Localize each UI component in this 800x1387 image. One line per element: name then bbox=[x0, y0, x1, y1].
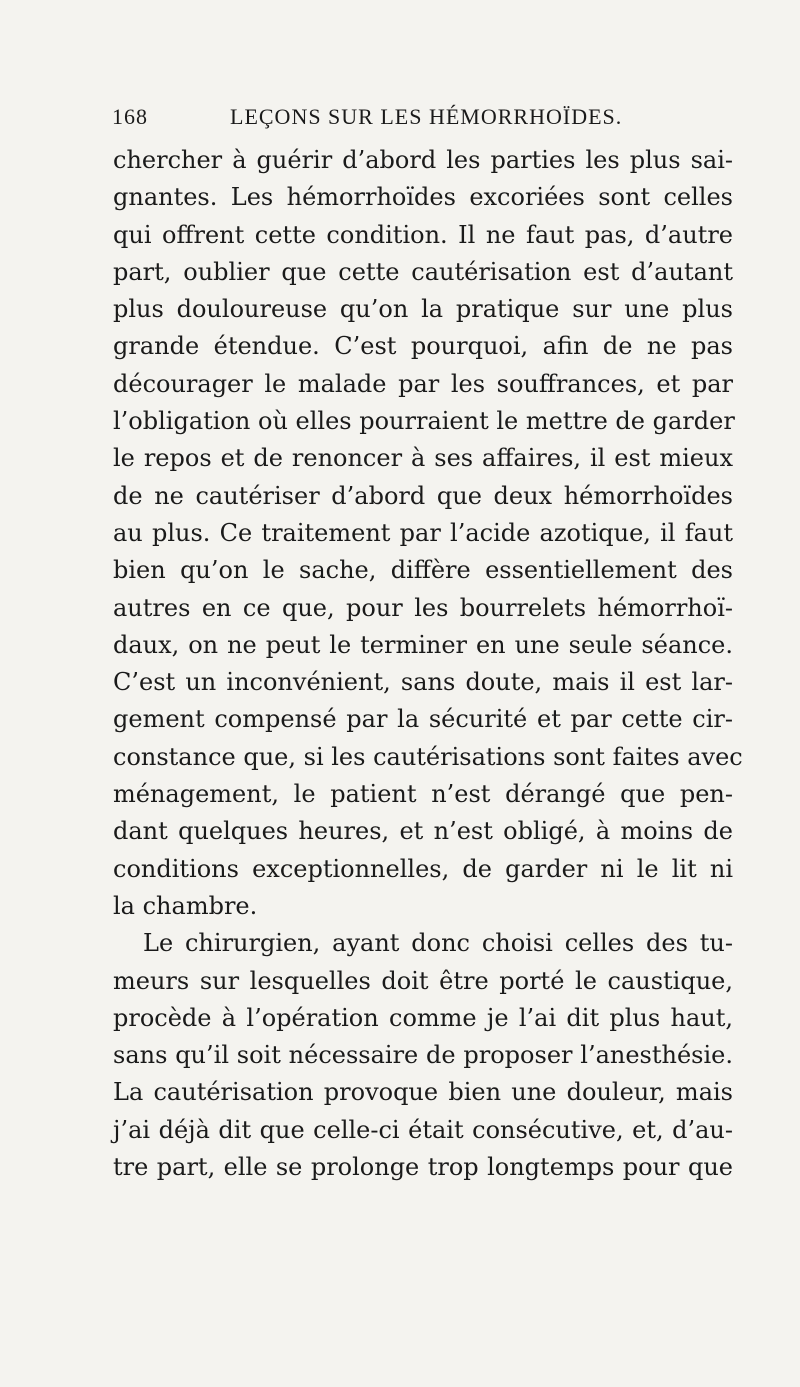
text-line: au plus. Ce traitement par l’acide azotique, il faut bbox=[113, 518, 733, 547]
text-line: dant quelques heures, et n’est obligé, à moins de bbox=[113, 817, 733, 846]
text-line: conditions exceptionnelles, de garder ni le lit ni bbox=[113, 854, 733, 883]
text-line: autres en ce que, pour les bourrelets hémorrhoï- bbox=[113, 593, 733, 622]
text-line: le repos et de renoncer à ses affaires, il est mieux bbox=[113, 444, 733, 473]
text-line: daux, on ne peut le terminer en une seule séance. bbox=[113, 630, 733, 659]
text-line: bien qu’on le sache, diffère essentiellement des bbox=[113, 556, 733, 585]
text-line: de ne cautériser d’abord que deux hémorrhoïdes bbox=[113, 481, 733, 510]
body-text bbox=[113, 142, 743, 1186]
paragraph-start-line: Le chirurgien, ayant donc choisi celles des tu- bbox=[143, 929, 733, 958]
paragraph-end-line: la chambre. bbox=[113, 891, 258, 920]
text-line: j’ai déjà dit que celle-ci était consécutive, et, d’au- bbox=[113, 1115, 733, 1144]
page-header bbox=[112, 104, 722, 134]
text-line: part, oublier que cette cautérisation est d’autant bbox=[113, 257, 733, 286]
text-line: C’est un inconvénient, sans doute, mais il est lar- bbox=[113, 668, 733, 697]
text-line: grande étendue. C’est pourquoi, afin de ne pas bbox=[113, 332, 733, 361]
text-line: constance que, si les cautérisations sont faites avec bbox=[113, 742, 743, 771]
text-line: décourager le malade par les souffrances, et par bbox=[113, 369, 733, 398]
text-line: gement compensé par la sécurité et par cette cir- bbox=[113, 705, 733, 734]
text-line: chercher à guérir d’abord les parties les plus sai- bbox=[113, 146, 733, 174]
text-line: l’obligation où elles pourraient le mettre de garder bbox=[113, 407, 735, 436]
text-line: tre part, elle se prolonge trop longtemps pour que bbox=[113, 1153, 733, 1182]
text-line: meurs sur lesquelles doit être porté le caustique, bbox=[113, 966, 733, 995]
text-line: plus douloureuse qu’on la pratique sur une plus bbox=[113, 295, 733, 324]
text-line: qui offrent cette condition. Il ne faut pas, d’autre bbox=[113, 220, 733, 249]
text-line: gnantes. Les hémorrhoïdes excoriées sont celles bbox=[113, 183, 733, 212]
text-line: ménagement, le patient n’est dérangé que pen- bbox=[113, 780, 733, 809]
text-line: sans qu’il soit nécessaire de proposer l’anesthésie. bbox=[113, 1041, 733, 1070]
text-line: procède à l’opération comme je l’ai dit plus haut, bbox=[113, 1003, 733, 1032]
page-number: 168 bbox=[112, 104, 148, 129]
text-line: La cautérisation provoque bien une douleur, mais bbox=[113, 1078, 733, 1107]
running-head: LEÇONS SUR LES HÉMORRHOÏDES. bbox=[230, 104, 623, 129]
